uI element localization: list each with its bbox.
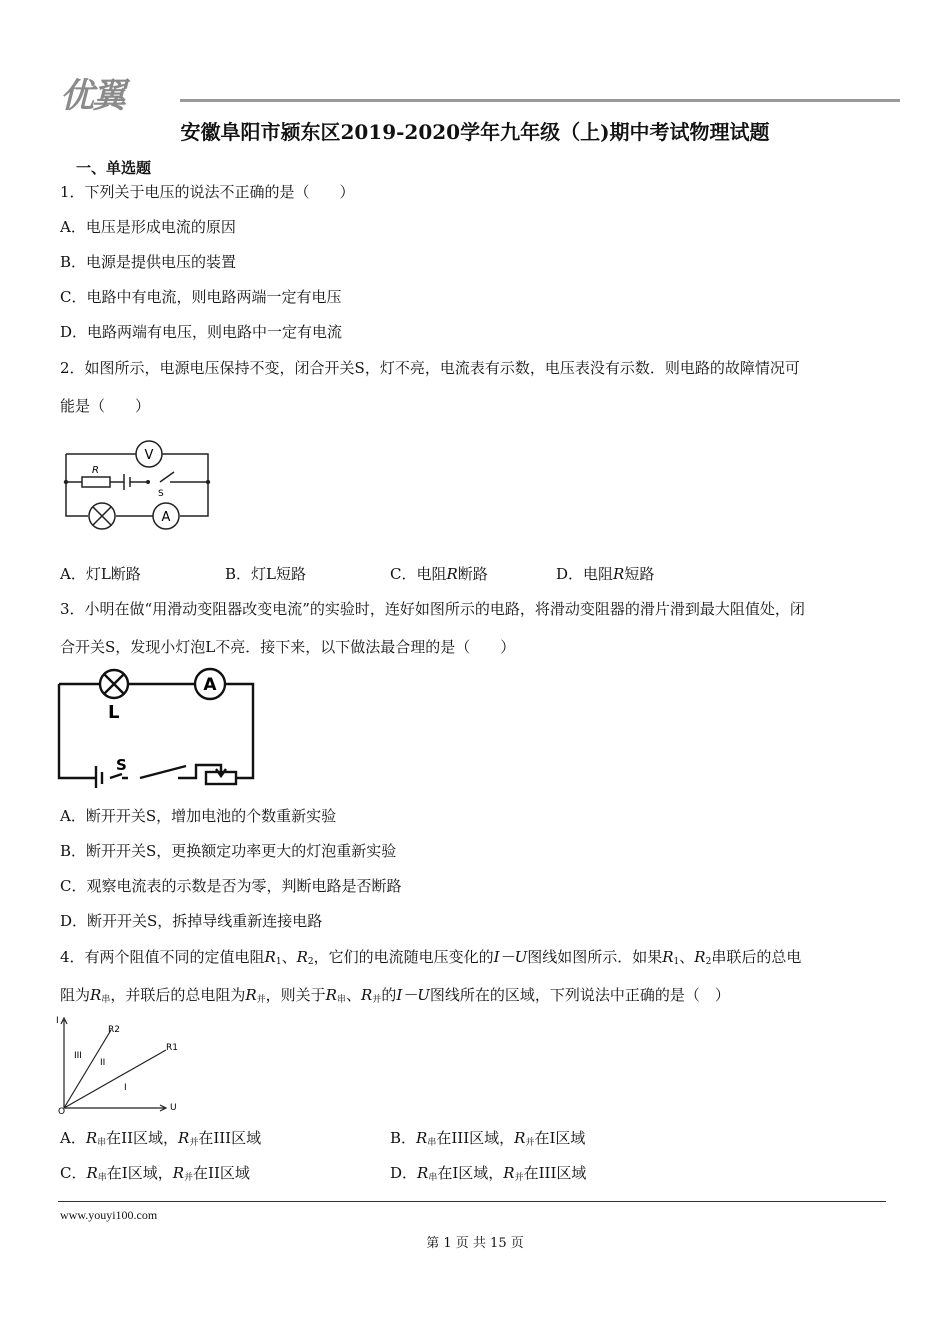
q4-option-d: D．$R_串$在I区域，$R_并$在III区域	[390, 1164, 587, 1183]
q4-option-b: B．$R_串$在III区域，$R_并$在I区域	[390, 1129, 586, 1148]
q4-iu-graph	[54, 1010, 190, 1118]
q2-stem-line1: 2．如图所示，电源电压保持不变，闭合开关S，灯不亮，电流表有示数，电压表没有示数．则电路的故障情况可	[60, 359, 800, 377]
q4-r1-label: R1	[166, 1043, 178, 1053]
q1-option-b: B．电源是提供电压的装置	[60, 253, 237, 271]
q1-stem: 1．下列关于电压的说法不正确的是（ ）	[60, 183, 355, 201]
page-title: 安徽阜阳市颍东区2019-2020学年九年级（上)期中考试物理试题	[180, 120, 770, 144]
header-rule	[180, 99, 900, 102]
q4-origin-label: O	[58, 1107, 66, 1117]
footer-url: www.youyi100.com	[60, 1208, 158, 1222]
q4-axis-u-label: U	[170, 1103, 177, 1113]
footer-rule	[58, 1201, 886, 1202]
q2-option-c: C．电阻R断路	[390, 565, 488, 583]
q4-option-a: A．$R_串$在II区域，$R_并$在III区域	[60, 1129, 262, 1148]
q4-stem-line1: 4．有两个阻值不同的定值电阻$R_1$、$R_2$，它们的电流随电压变化的I－U图线如图所示．如果$R_1$、$R_2$串联后的总电	[60, 948, 802, 967]
q1-option-c: C．电路中有电流，则电路两端一定有电压	[60, 288, 342, 306]
q4-zone1-label: I	[124, 1083, 127, 1093]
q2-option-b: B．灯L短路	[225, 565, 306, 583]
q1-option-d: D．电路两端有电压，则电路中一定有电流	[60, 323, 343, 341]
q2-switch-label: S	[158, 489, 164, 499]
brand-logo: 优翼	[60, 76, 124, 116]
q3-stem-line1: 3．小明在做“用滑动变阻器改变电流”的实验时，连好如图所示的电路，将滑动变阻器的滑片滑到最大阻值处，闭	[60, 600, 805, 618]
q4-r2-label: R2	[108, 1025, 120, 1035]
header-logo-bar	[60, 68, 900, 116]
q3-stem-line2: 合开关S，发现小灯泡L不亮．接下来，以下做法最合理的是（ ）	[60, 638, 516, 656]
q3-option-a: A．断开开关S，增加电池的个数重新实验	[60, 807, 337, 825]
q3-option-b: B．断开开关S，更换额定功率更大的灯泡重新实验	[60, 842, 397, 860]
q3-ammeter-label: A	[203, 675, 217, 695]
q2-voltmeter-label: V	[144, 448, 154, 463]
q2-option-a: A．灯L断路	[60, 565, 141, 583]
q2-stem-line2: 能是（ ）	[60, 397, 151, 415]
q4-zone3-label: III	[74, 1051, 82, 1061]
q1-option-a: A．电压是形成电流的原因	[60, 218, 236, 236]
q3-circuit-diagram	[56, 666, 258, 788]
q2-resistor-label: R	[92, 465, 99, 476]
q2-option-d: D．电阻R短路	[556, 565, 655, 583]
q4-option-c: C．$R_串$在I区域，$R_并$在II区域	[60, 1164, 250, 1183]
page-number: 第 1 页 共 15 页	[426, 1236, 524, 1251]
q4-axis-i-label: I	[56, 1016, 59, 1026]
q3-option-c: C．观察电流表的示数是否为零，判断电路是否断路	[60, 877, 402, 895]
q2-circuit-diagram	[58, 424, 218, 536]
q2-ammeter-label: A	[161, 510, 171, 525]
q3-option-d: D．断开开关S，拆掉导线重新连接电路	[60, 912, 323, 930]
q4-stem-line2: 阻为$R_串$，并联后的总电阻为$R_并$，则关于$R_串$、$R_并$的I－U图线所在的区域，下列说法中正确的是（ ）	[60, 986, 730, 1005]
q3-lamp-label: L	[108, 702, 120, 723]
q4-zone2-label: II	[100, 1058, 106, 1068]
section-heading: 一、单选题	[76, 159, 152, 177]
q3-switch-label: S	[116, 756, 127, 774]
